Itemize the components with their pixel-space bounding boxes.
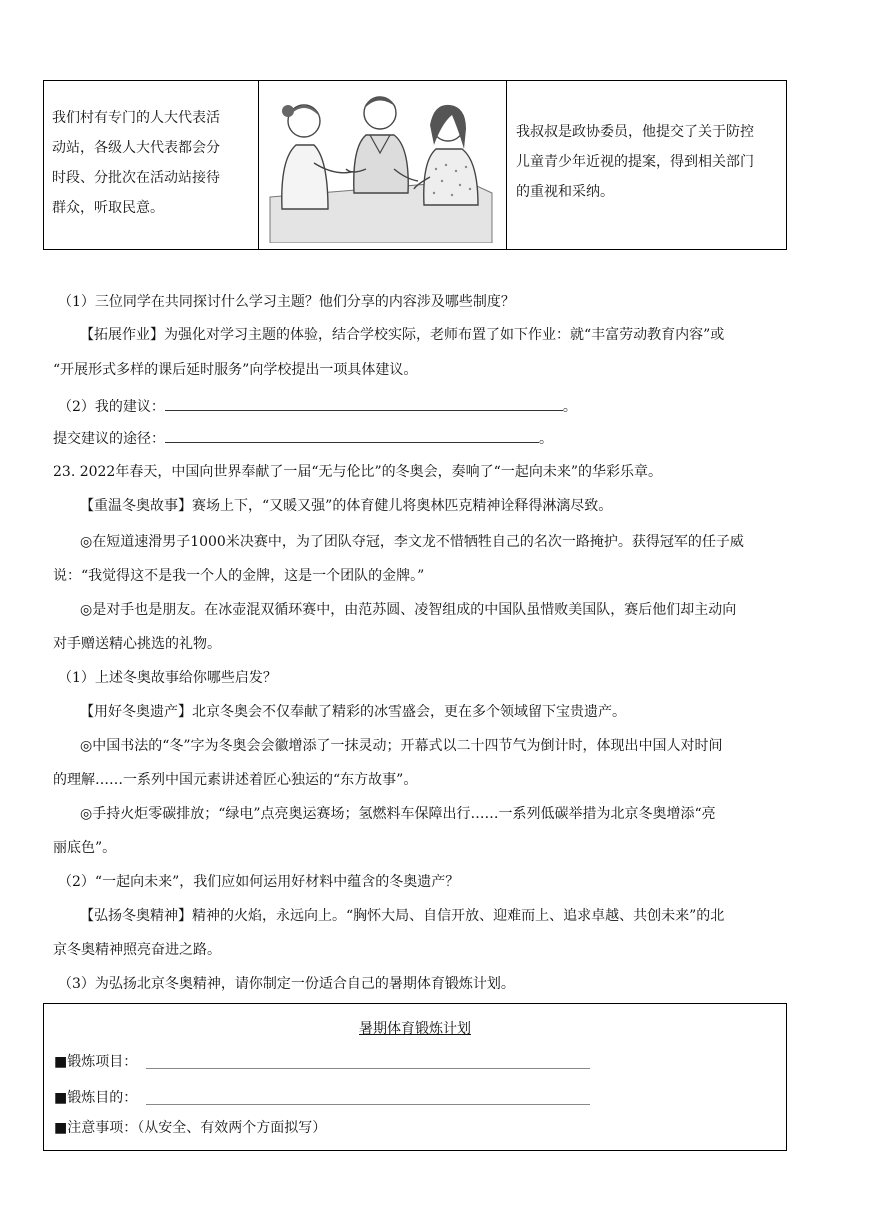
question-1: （1）三位同学在共同探讨什么学习主题？他们分享的内容涉及哪些制度？ <box>58 294 515 310</box>
spirit-line-1: 【弘扬冬奥精神】精神的火焰，永远向上。“胸怀大局、自信开放、迎难而上、追求卓越、共创未来”的北 <box>80 908 725 924</box>
spirit-line-2: 京冬奥精神照亮奋进之路。 <box>53 942 221 958</box>
question-23-2: （2）“一起向未来”，我们应如何运用好材料中蕴含的冬奥遗产？ <box>58 874 460 890</box>
story-1-line-2: 说：“我觉得这不是我一个人的金牌，这是一个团队的金牌。” <box>53 568 425 584</box>
suggestion-label: （2）我的建议： <box>58 399 165 415</box>
route-blank[interactable] <box>165 428 539 443</box>
question-23-intro: 23. 2022年春天，中国向世界奉献了一届“无与伦比”的冬奥会，奏响了“一起向未来”的华彩乐章。 <box>53 464 662 480</box>
plan-purpose-label: ■锻炼目的： <box>54 1090 138 1106</box>
right-cell-text <box>516 117 776 207</box>
suggestion-blank[interactable] <box>165 396 563 411</box>
left-line: 我们村有专门的人大代表活 <box>52 110 220 126</box>
period: 。 <box>539 431 553 447</box>
table-divider <box>258 81 259 249</box>
left-cell-text <box>52 103 256 223</box>
top-table <box>43 80 787 250</box>
plan-title: 暑期体育锻炼计划 <box>359 1021 471 1037</box>
story-2-line-2: 对手赠送精心挑选的礼物。 <box>53 636 221 652</box>
submission-route <box>53 428 553 449</box>
plan-item-blank[interactable] <box>146 1068 590 1069</box>
plan-item-label: ■锻炼项目： <box>54 1054 138 1070</box>
question-23-1: （1）上述冬奥故事给你哪些启发？ <box>58 670 277 686</box>
legacy-heading: 【用好冬奥遗产】北京冬奥会不仅奉献了精彩的冰雪盛会，更在多个领域留下宝贵遗产。 <box>80 704 626 720</box>
review-heading: 【重温冬奥故事】赛场上下，“又暖又强”的体育健儿将奥林匹克精神诠释得淋漓尽致。 <box>80 498 613 514</box>
exercise-plan-box <box>43 1003 787 1151</box>
legacy-2-line-2: 丽底色”。 <box>53 840 117 856</box>
legacy-1-line-2: 的理解……一系列中国元素讲述着匠心独运的“东方故事”。 <box>53 772 418 788</box>
question-23-3: （3）为弘扬北京冬奥精神，请你制定一份适合自己的暑期体育锻炼计划。 <box>58 976 515 992</box>
left-line: 时段、分批次在活动站接待 <box>52 170 220 186</box>
story-2-line-1: ◎是对手也是朋友。在冰壶混双循环赛中，由范苏圆、凌智组成的中国队虽惜败美国队，赛后他们却主动向 <box>80 602 737 618</box>
extension-task-line-2: “开展形式多样的课后延时服务”向学校提出一项具体建议。 <box>53 362 418 378</box>
left-line: 群众，听取民意。 <box>52 200 164 216</box>
three-students-discussing-illustration <box>266 89 494 243</box>
right-line: 的重视和采纳。 <box>516 184 614 200</box>
story-1-line-1: ◎在短道速滑男子1000米决赛中，为了团队夺冠，李文龙不惜牺牲自己的名次一路掩护。获得冠军的任子威 <box>80 534 744 550</box>
extension-task-line-1: 【拓展作业】为强化对学习主题的体验，结合学校实际，老师布置了如下作业：就“丰富劳动教育内容”或 <box>80 327 725 343</box>
legacy-2-line-1: ◎手持火炬零碳排放；“绿电”点亮奥运赛场；氢燃料车保障出行……一系列低碳举措为北京冬奥增添“亮 <box>80 806 716 822</box>
question-2-suggestion <box>58 396 577 417</box>
legacy-1-line-1: ◎中国书法的“冬”字为冬奥会会徽增添了一抹灵动；开幕式以二十四节气为倒计时，体现出中国人对时间 <box>80 738 723 754</box>
route-label: 提交建议的途径： <box>53 431 165 447</box>
table-divider <box>506 81 507 249</box>
plan-notes-label: ■注意事项：（从安全、有效两个方面拟写） <box>54 1120 327 1136</box>
left-line: 动站，各级人大代表都会分 <box>52 140 220 156</box>
right-line: 我叔叔是政协委员，他提交了关于防控 <box>516 124 754 140</box>
right-line: 儿童青少年近视的提案，得到相关部门 <box>516 154 754 170</box>
plan-purpose-blank[interactable] <box>146 1104 590 1105</box>
period: 。 <box>562 399 577 415</box>
